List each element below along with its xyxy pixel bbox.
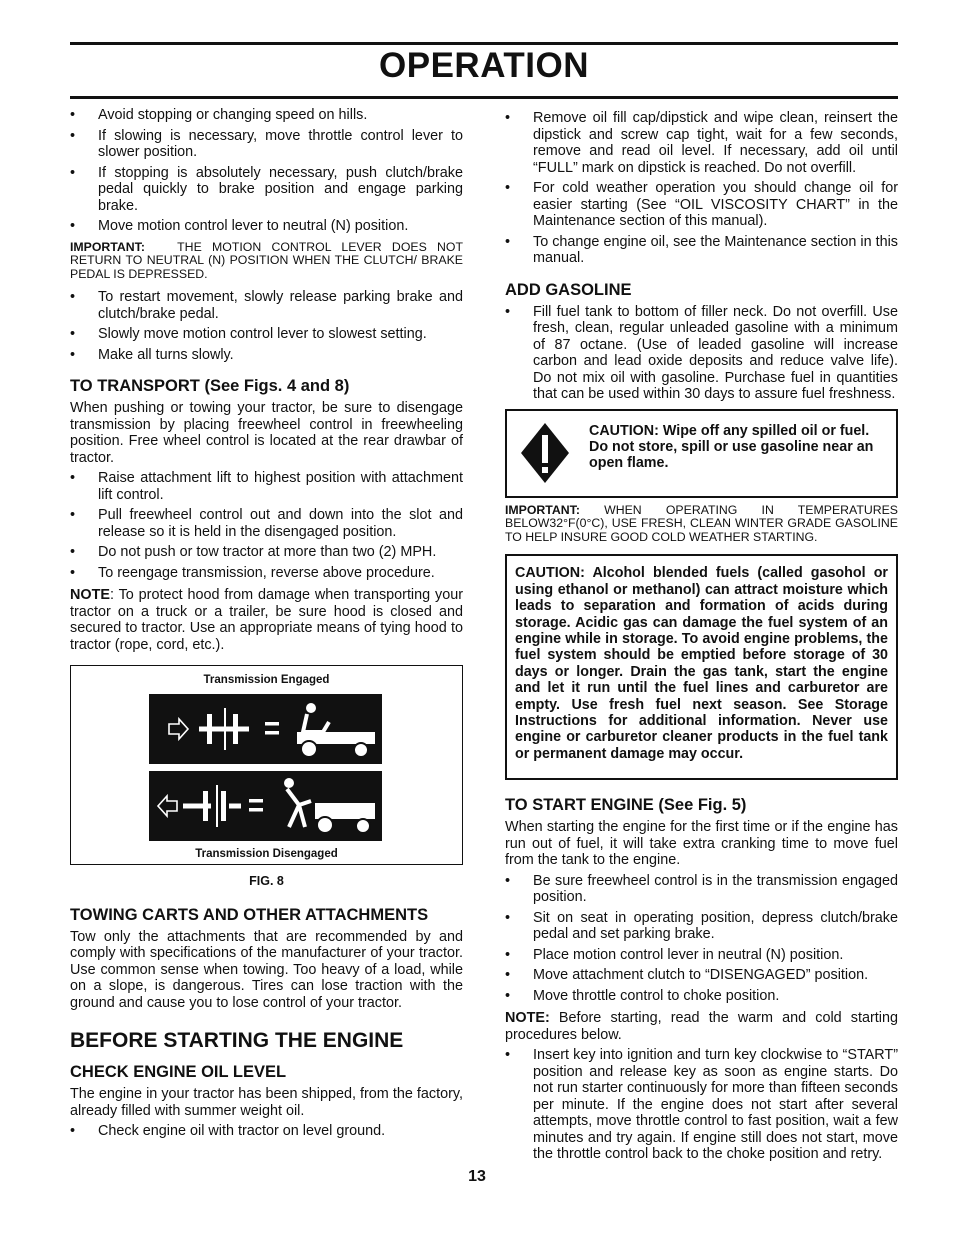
list-item: • Move throttle control to choke position. [505,988,898,1005]
start-note [505,1010,898,1043]
towing-heading: TOWING CARTS AND OTHER ATTACHMENTS [70,905,429,924]
list-item: • Slowly move motion control lever to slowest setting. [70,326,463,343]
engaged-panel [149,694,382,764]
important-label: IMPORTANT: [70,239,145,254]
list-item: • Make all turns slowly. [70,347,463,364]
page-number: 13 [468,1168,486,1185]
transport-intro: When pushing or towing your tractor, be sure to disengage transmission by placing freewheel control in freewheeling position. Free wheel control is located at the rear drawbar of tractor. [70,400,463,466]
list-item: • For cold weather operation you should change oil for easier starting (See “OIL VISCOSITY CHART” in the Maintenance section of this manual). [505,180,898,230]
list-item: • Avoid stopping or changing speed on hills. [70,107,463,124]
important-notice [505,504,898,545]
start-intro: When starting the engine for the first time or if the engine has run out of fuel, it will take extra cranking time to move fuel from the tank to the engine. [505,819,898,869]
top-rule [70,42,898,45]
add-gasoline-heading: ADD GASOLINE [505,280,632,299]
list-item: • To change engine oil, see the Maintenance section in this manual. [505,234,898,267]
list-item: • Check engine oil with tractor on level ground. [70,1123,463,1140]
transport-note [70,587,463,653]
list-item: • If stopping is absolutely necessary, push clutch/brake pedal quickly to brake position and engage parking brake. [70,165,463,215]
list-item: • Fill fuel tank to bottom of filler neck. Do not overfill. Use fresh, clean, regular unleaded gasoline with a minimum of 87 octane. (Use of leaded gasoline will increase carbon and lead oxide deposits and reduce valve life). Do not mix oil with gasoline. Purchase fuel in quantities that can be used within 30 days to assure fuel freshness. [505,304,898,403]
list-item: • Insert key into ignition and turn key clockwise to “START” position and release key as soon as engine starts. Do not run starter continuously for more than fifteen seconds per minute. If the engine does not start after several attempts, move throttle control to fast position, wait a few minutes and try again. If engine still does not start, move the throttle control back to the choke position and retry. [505,1047,898,1163]
list-item: • Raise attachment lift to highest position with attachment lift control. [70,470,463,503]
list-item: • To restart movement, slowly release parking brake and clutch/brake pedal. [70,289,463,322]
left-column [70,107,463,1144]
before-starting-heading: BEFORE STARTING THE ENGINE [70,1029,404,1053]
caution-box-alcohol: CAUTION: Alcohol blended fuels (called gasohol or using ethanol or methanol) can attract moisture which leads to separation and formation of acids during storage. Acidic gas can damage the fuel system of an engine while in storage. To avoid engine problems, the fuel system should be emptied before storage of 30 days or longer. Drain the gas tank, start the engine and let it run until the fuel lines and carburetor are empty. Use fresh fuel next season. See Storage Instructions for additional information. Never use engine or carburetor cleaner products in the fuel tank or permanent damage may occur. [505,554,898,780]
important-notice [70,241,463,282]
list-item: • Place motion control lever in neutral (N) position. [505,947,898,964]
warning-icon [519,421,571,485]
figure-caption: FIG. 8 [249,874,284,889]
page-title: OPERATION [379,46,589,85]
right-column [505,110,898,1167]
important-label: IMPORTANT: [505,502,580,517]
important-text: WHEN OPERATING IN TEMPERATURES BELOW32°F(0°C), USE FRESH, CLEAN WINTER GRADE GASOLINE TO HELP INSURE GOOD COLD WEATHER STARTING. [505,502,898,544]
person-pushing-tractor-icon [149,771,382,841]
caution-spill-text: CAUTION: Wipe off any spilled oil or fuel. Do not store, spill or use gasoline near an open flame. [589,422,874,471]
list-item: • Pull freewheel control out and down into the slot and release so it is held in the disengaged position. [70,507,463,540]
fig-label-engaged: Transmission Engaged [203,674,330,687]
list-item: • Move attachment clutch to “DISENGAGED” position. [505,967,898,984]
towing-text: Tow only the attachments that are recommended by and comply with specifications of the manufacturer of your tractor. Use common sense when towing. Too heavy of a load, while on a slope, is dangerous. Tires can lose traction with the ground and cause you to lose control of your tractor. [70,928,463,1011]
fig-label-disengaged: Transmission Disengaged [195,848,338,861]
list-item: • If slowing is necessary, move throttle control lever to slower position. [70,128,463,161]
list-item: • Sit on seat in operating position, depress clutch/brake pedal and set parking brake. [505,910,898,943]
caution-box-spill [505,409,898,498]
list-item: • To reengage transmission, reverse above procedure. [70,565,463,582]
check-oil-heading: CHECK ENGINE OIL LEVEL [70,1063,287,1082]
title-rule [70,96,898,99]
list-item: • Remove oil fill cap/dipstick and wipe clean, reinsert the dipstick and screw cap tight, wait for a few seconds, remove and read oil level. If necessary, add oil until “FULL” mark on dipstick is reached. Do not overfill. [505,110,898,176]
note-label: NOTE: [505,1010,550,1027]
list-item: • Be sure freewheel control is in the transmission engaged position. [505,873,898,906]
oil-text: The engine in your tractor has been shipped, from the factory, already filled with summer weight oil. [70,1086,463,1119]
note-label: NOTE [70,587,110,604]
figure-8 [70,665,463,865]
tractor-engaged-icon [149,694,382,764]
list-item: • Move motion control lever to neutral (N) position. [70,218,463,235]
transport-heading: TO TRANSPORT (See Figs. 4 and 8) [70,377,350,396]
list-item: • Do not push or tow tractor at more than two (2) MPH. [70,544,463,561]
start-engine-heading: TO START ENGINE (See Fig. 5) [505,796,747,815]
note-text: Before starting, read the warm and cold starting procedures below. [505,1010,898,1043]
disengaged-panel [149,771,382,841]
important-text: THE MOTION CONTROL LEVER DOES NOT RETURN TO NEUTRAL (N) POSITION WHEN THE CLUTCH/ BRAKE PEDAL IS DEPRESSED. [70,239,463,281]
note-text: : To protect hood from damage when transporting your tractor on a truck or a trailer, be sure hood is closed and secured to tractor. Use an appropriate means of tying hood to tractor (rope, cord, etc.). [70,587,463,653]
